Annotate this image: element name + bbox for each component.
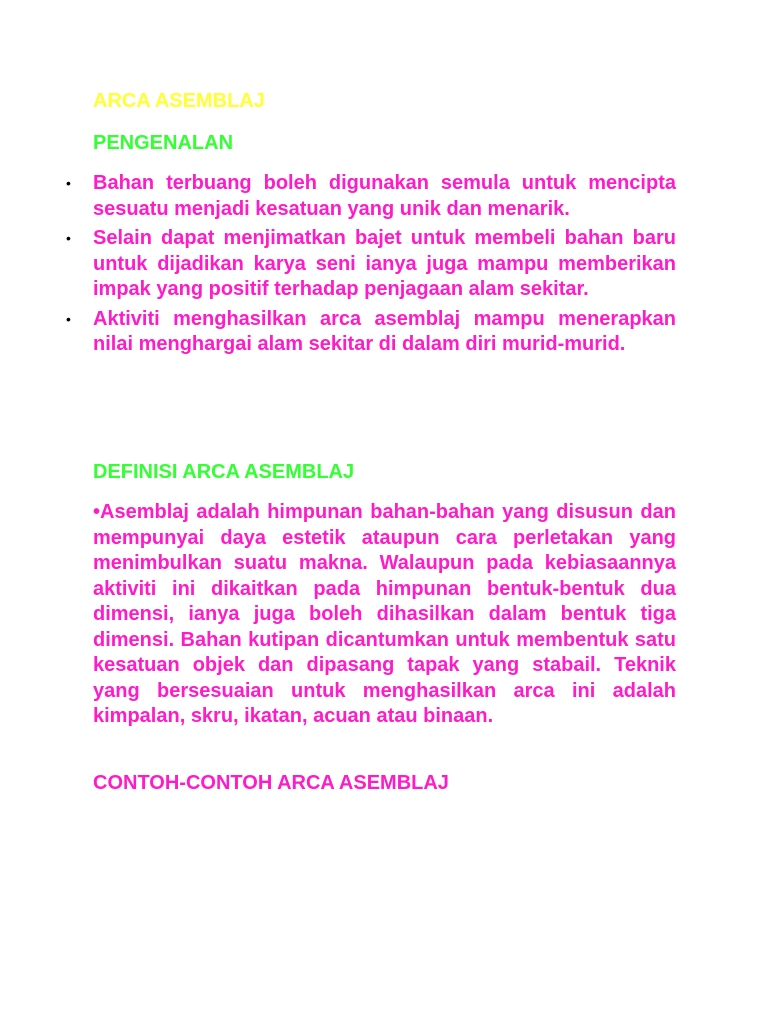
definition-text: •Asemblaj adalah himpunan bahan-bahan yang disusun dan mempunyai daya estetik ataupun cara perletakan yang menimbulkan suatu makna. Walaupun pada kebiasaannya aktiviti ini dikaitkan pada himpunan bentuk-bentuk dua dimensi, ianya juga boleh dihasilkan dalam bentuk tiga dimensi. Bahan kutipan dicantumkan untuk membentuk satu kesatuan objek dan dipasang tapak yang stabail. Teknik yang bersesuaian untuk menghasilkan arca ini adalah kimpalan, skru, ikatan, acuan atau binaan. (93, 501, 676, 727)
intro-heading: PENGENALAN (93, 132, 234, 154)
list-item (66, 171, 676, 222)
intro-bullet-list (66, 171, 676, 362)
bullet-icon: • (66, 310, 71, 327)
examples-heading: CONTOH-CONTOH ARCA ASEMBLAJ (93, 772, 449, 794)
list-item (66, 226, 676, 303)
bullet-icon: • (66, 230, 71, 246)
page-title: ARCA ASEMBLAJ (93, 90, 265, 112)
bullet-icon: • (66, 175, 71, 191)
definition-paragraph (93, 500, 676, 730)
list-item (66, 307, 676, 358)
bullet-text: Bahan terbuang boleh digunakan semula untuk mencipta sesuatu menjadi kesatuan yang unik dan menarik. (93, 172, 676, 220)
bullet-text: Selain dapat menjimatkan bajet untuk membeli bahan baru untuk dijadikan karya seni ianya juga mampu memberikan impak yang positif terhadap penjagaan alam sekitar. (93, 227, 676, 300)
definition-heading: DEFINISI ARCA ASEMBLAJ (93, 461, 355, 483)
bullet-text: Aktiviti menghasilkan arca asemblaj mampu menerapkan nilai menghargai alam sekitar di dalam diri murid-murid. (93, 307, 676, 355)
